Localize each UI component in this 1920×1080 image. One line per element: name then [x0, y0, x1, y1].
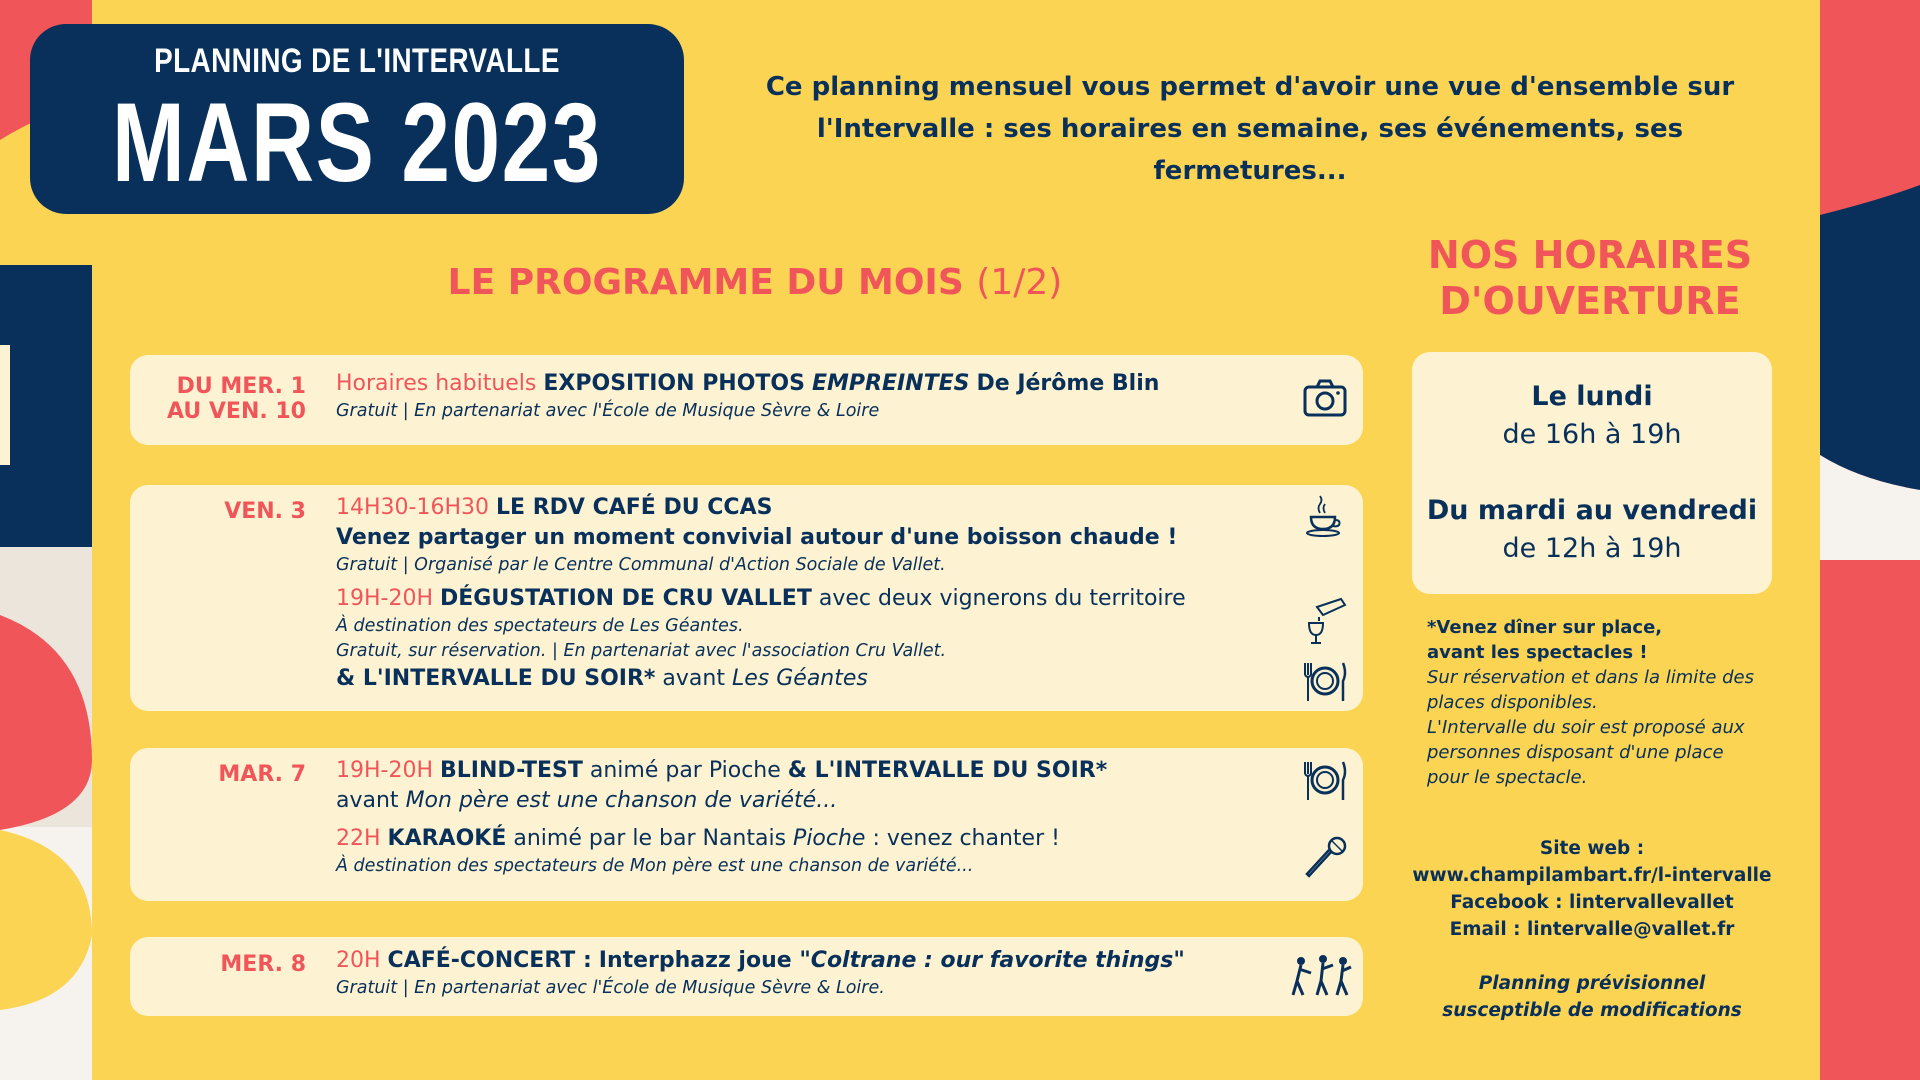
- contact-info: [1402, 835, 1782, 943]
- hours-time-2: de 12h à 19h: [1502, 533, 1682, 564]
- site-label: Site web :: [1539, 838, 1645, 859]
- camera-icon: [1301, 375, 1349, 423]
- event-title2: & L'INTERVALLE DU SOIR*: [787, 758, 1108, 783]
- disclaimer-line1: Planning prévisionnel: [1478, 973, 1706, 994]
- event-note: À destination des spectateurs de Mon père est une chanson de variété...: [336, 856, 974, 876]
- plate-icon: [1301, 756, 1349, 804]
- event-mid: avant: [662, 666, 725, 691]
- event-title-end: avec deux vignerons du territoire: [818, 586, 1186, 611]
- event-title: CAFÉ-CONCERT :: [387, 948, 592, 973]
- note-bold-2: avant les spectacles !: [1427, 642, 1648, 663]
- title-banner: [30, 24, 684, 214]
- event-card-exposition: [130, 355, 1363, 445]
- event-time: 19H-20H: [336, 586, 434, 611]
- event-title2: Interphazz joue ": [598, 948, 811, 973]
- note-italic-1: Sur réservation et dans la limite des: [1427, 667, 1755, 688]
- event-show: Mon père est une chanson de variété...: [405, 788, 838, 813]
- event-date: [130, 374, 306, 424]
- event-date: MAR. 7: [218, 762, 306, 787]
- event-body: [336, 946, 1293, 1001]
- event-note: À destination des spectateurs de Les Géantes.: [336, 616, 744, 636]
- event-date: MER. 8: [220, 952, 306, 977]
- wine-icon: [1301, 597, 1349, 645]
- program-title: [130, 262, 1380, 303]
- facebook-link[interactable]: Facebook : lintervallevallet: [1450, 892, 1734, 913]
- month-title: MARS 2023: [112, 80, 602, 205]
- event-title: & L'INTERVALLE DU SOIR*: [336, 666, 656, 691]
- event-title: EXPOSITION PHOTOS: [543, 371, 805, 396]
- event-mid: animé par le bar Nantais: [513, 826, 787, 851]
- event-title-italic: EMPREINTES: [811, 371, 970, 396]
- event-end: : venez chanter !: [872, 826, 1060, 851]
- event-title-end: ": [1173, 948, 1185, 973]
- event-time: 22H: [336, 826, 381, 851]
- event-time: 14H30-16H30: [336, 495, 490, 520]
- event-body: [336, 493, 1293, 694]
- event-title: BLIND-TEST: [440, 758, 583, 783]
- musicians-icon: [1289, 951, 1355, 999]
- event-title: DÉGUSTATION DE CRU VALLET: [440, 586, 812, 611]
- event-time: Horaires habituels: [336, 371, 537, 396]
- event-time: 20H: [336, 948, 381, 973]
- site-url[interactable]: www.champilambart.fr/l-intervalle: [1412, 865, 1772, 886]
- plate-icon: [1301, 657, 1349, 705]
- opening-hours-card: [1412, 352, 1772, 594]
- event-line2-start: avant: [336, 788, 399, 813]
- dinner-note: [1427, 615, 1782, 790]
- event-body: [336, 756, 1293, 879]
- event-title-italic: Coltrane : our favorite things: [810, 948, 1174, 973]
- event-note: Gratuit | En partenariat avec l'École de Musique Sèvre & Loire: [336, 401, 880, 421]
- event-mid-italic: Pioche: [793, 826, 866, 851]
- event-note: Gratuit | En partenariat avec l'École de Musique Sèvre & Loire.: [336, 978, 885, 998]
- microphone-icon: [1301, 834, 1349, 882]
- event-body: [336, 369, 1293, 424]
- event-subtitle: Venez partager un moment convivial autour d'une boisson chaude !: [336, 525, 1178, 550]
- right-decoration: [1820, 0, 1920, 1080]
- note-italic-5: pour le spectacle.: [1427, 767, 1588, 788]
- event-show: Les Géantes: [731, 666, 868, 691]
- event-title-end: De Jérôme Blin: [976, 371, 1160, 396]
- event-mid: animé par Pioche: [589, 758, 781, 783]
- note-italic-3: L'Intervalle du soir est proposé aux: [1427, 717, 1745, 738]
- event-time: 19H-20H: [336, 758, 434, 783]
- note-bold-1: *Venez dîner sur place,: [1427, 617, 1663, 638]
- planning-subtitle: PLANNING DE L'INTERVALLE: [154, 42, 560, 80]
- event-date-line2: AU VEN. 10: [167, 399, 306, 424]
- note-italic-4: personnes disposant d'une place: [1427, 742, 1724, 763]
- email-link[interactable]: Email : lintervalle@vallet.fr: [1449, 919, 1735, 940]
- disclaimer: [1402, 970, 1782, 1024]
- event-card-mer8: [130, 937, 1363, 1016]
- coffee-cup-icon: [1301, 493, 1349, 541]
- intro-text: Ce planning mensuel vous permet d'avoir une vue d'ensemble sur l'Intervalle : ses horaires en semaine, ses événements, ses fermetures...: [765, 72, 1735, 186]
- program-part: (1/2): [976, 262, 1063, 303]
- event-date: VEN. 3: [224, 499, 306, 524]
- hours-title-line1: NOS HORAIRES: [1427, 233, 1753, 277]
- disclaimer-line2: susceptible de modifications: [1442, 1000, 1742, 1021]
- event-note: Gratuit | Organisé par le Centre Communal d'Action Sociale de Vallet.: [336, 555, 946, 575]
- event-note: Gratuit, sur réservation. | En partenariat avec l'association Cru Vallet.: [336, 641, 947, 661]
- hours-title: [1395, 232, 1785, 324]
- hours-day-1: Le lundi: [1531, 381, 1653, 412]
- hours-time-1: de 16h à 19h: [1502, 419, 1682, 450]
- event-title: LE RDV CAFÉ DU CCAS: [496, 495, 773, 520]
- note-italic-2: places disponibles.: [1427, 692, 1598, 713]
- event-card-mar7: [130, 748, 1363, 901]
- hours-day-2: Du mardi au vendredi: [1426, 495, 1758, 526]
- program-title-text: LE PROGRAMME DU MOIS: [447, 262, 964, 303]
- event-card-ven3: [130, 485, 1363, 711]
- event-date-line1: DU MER. 1: [176, 374, 306, 399]
- event-title: KARAOKÉ: [387, 826, 507, 851]
- hours-title-line2: D'OUVERTURE: [1439, 279, 1741, 323]
